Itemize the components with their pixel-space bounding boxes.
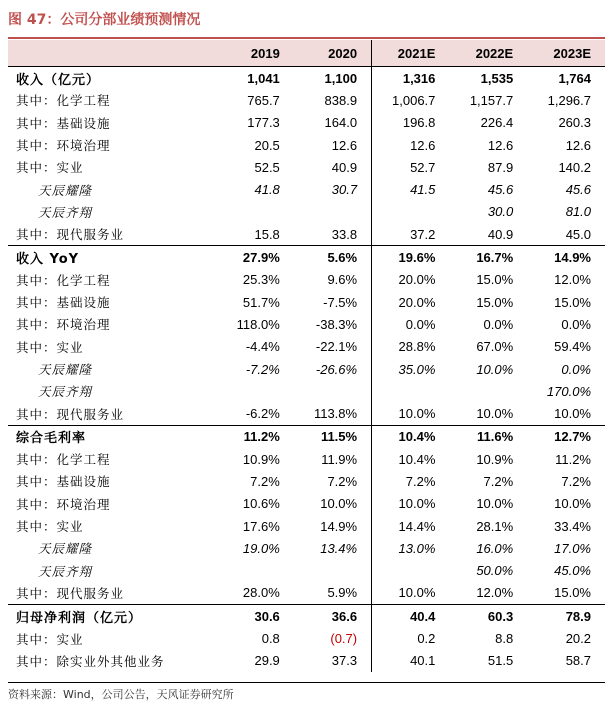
- value-cell: 19.6%: [372, 246, 450, 269]
- value-cell: 60.3: [449, 605, 527, 628]
- value-cell: 10.0%: [372, 582, 450, 605]
- value-cell: 20.2: [565, 631, 591, 647]
- value-cell: 40.4: [372, 605, 450, 628]
- value-cell: 7.2%: [561, 473, 591, 489]
- value-cell: 20.5: [254, 137, 280, 153]
- value-cell: [216, 380, 294, 402]
- header-cell-year: 2021E: [372, 40, 450, 67]
- header-cell-year: 2023E: [527, 40, 605, 67]
- table-row: [8, 582, 605, 605]
- table-row: [8, 112, 605, 134]
- value-cell: 25.3%: [242, 272, 280, 288]
- table-row: [8, 470, 605, 492]
- table-row: [8, 89, 605, 111]
- value-cell: [372, 201, 450, 223]
- table-body: [8, 67, 605, 673]
- value-cell: 838.9: [324, 92, 358, 108]
- value-cell: 16.0%: [476, 540, 514, 556]
- value-cell: 11.9%: [321, 451, 358, 467]
- value-cell: -22.1%: [315, 339, 358, 355]
- value-cell: 40.1: [372, 650, 450, 672]
- table-row: [8, 358, 605, 380]
- row-label: 其中：环境治理: [16, 496, 111, 512]
- value-cell: 11.2%: [216, 425, 294, 448]
- value-cell: 15.0%: [554, 585, 591, 601]
- value-cell: [372, 380, 450, 402]
- value-cell: -6.2%: [245, 406, 280, 422]
- source-note: 资料来源：Wind，公司公告，天风证券研究所: [8, 688, 234, 701]
- value-cell: 30.0: [487, 204, 514, 220]
- value-cell: 10.6%: [242, 496, 280, 512]
- value-cell: 13.4%: [320, 540, 358, 556]
- table-row: [8, 156, 605, 178]
- row-label: 其中：现代服务业: [16, 585, 125, 601]
- value-cell: 19.0%: [242, 540, 280, 556]
- value-cell: -7.5%: [323, 294, 358, 310]
- value-cell: 15.0%: [554, 294, 591, 310]
- value-cell: 52.7: [372, 156, 450, 178]
- value-cell: [294, 201, 372, 223]
- table-row: [8, 537, 605, 559]
- value-cell: 0.0%: [561, 361, 591, 377]
- value-cell: [216, 560, 294, 582]
- value-cell: 33.4%: [554, 518, 591, 534]
- value-cell: 7.2%: [250, 473, 280, 489]
- row-label: 归母净利润（亿元）: [8, 605, 216, 628]
- table-row: [8, 291, 605, 313]
- row-label: 天辰齐翔: [38, 384, 93, 400]
- row-label: 其中：化学工程: [16, 452, 111, 468]
- value-cell: -38.3%: [315, 316, 358, 332]
- value-cell: [372, 560, 450, 582]
- value-cell: 45.0: [565, 226, 591, 242]
- table-row: [8, 650, 605, 672]
- row-label: 其中：实业: [16, 631, 84, 647]
- value-cell: 17.0%: [554, 540, 591, 556]
- value-cell: (0.7): [330, 631, 358, 647]
- value-cell: 7.2%: [483, 473, 514, 489]
- table-bottom-rule: [8, 682, 605, 683]
- value-cell: 14.9%: [527, 246, 605, 269]
- value-cell: 27.9%: [216, 246, 294, 269]
- table-row: [8, 493, 605, 515]
- value-cell: [216, 201, 294, 223]
- value-cell: 12.6: [372, 134, 450, 156]
- value-cell: 58.7: [565, 653, 591, 669]
- row-label: 天辰齐翔: [38, 563, 93, 579]
- value-cell: 87.9: [487, 159, 514, 175]
- value-cell: 0.0%: [483, 316, 514, 332]
- value-cell: 10.4%: [372, 425, 450, 448]
- value-cell: 10.0%: [554, 406, 591, 422]
- value-cell: 28.1%: [476, 518, 514, 534]
- value-cell: 1,296.7: [547, 92, 591, 108]
- header-cell-year: 2020: [294, 40, 372, 67]
- row-label: 其中：基础设施: [16, 474, 111, 490]
- value-cell: 7.2%: [372, 470, 450, 492]
- value-cell: 81.0: [565, 204, 591, 220]
- value-cell: 8.8: [495, 631, 514, 647]
- row-label: 其中：现代服务业: [16, 227, 125, 243]
- value-cell: 13.0%: [372, 537, 450, 559]
- row-label: 其中：化学工程: [16, 272, 111, 288]
- value-cell: 15.8: [254, 226, 280, 242]
- row-label: 天辰齐翔: [38, 204, 93, 220]
- value-cell: 1,041: [216, 67, 294, 90]
- value-cell: 16.7%: [449, 246, 527, 269]
- row-label: 天辰耀隆: [38, 362, 93, 377]
- value-cell: 67.0%: [476, 339, 514, 355]
- value-cell: 9.6%: [327, 272, 358, 288]
- value-cell: 12.7%: [527, 425, 605, 448]
- value-cell: 11.6%: [449, 425, 527, 448]
- table-row: [8, 560, 605, 582]
- value-cell: 226.4: [480, 115, 514, 131]
- table-row: [8, 246, 605, 269]
- header-cell-year: 2019: [216, 40, 294, 67]
- value-cell: 1,006.7: [372, 89, 450, 111]
- value-cell: 41.8: [254, 182, 280, 198]
- value-cell: -26.6%: [315, 361, 358, 377]
- value-cell: 40.9: [331, 159, 358, 175]
- value-cell: 7.2%: [327, 473, 358, 489]
- row-label: 其中：实业: [16, 339, 84, 355]
- row-label: 其中：现代服务业: [16, 406, 125, 422]
- value-cell: 78.9: [527, 605, 605, 628]
- value-cell: 15.0%: [476, 272, 514, 288]
- table-row: [8, 201, 605, 223]
- table-row: [8, 223, 605, 246]
- value-cell: 37.2: [372, 223, 450, 246]
- value-cell: 40.9: [487, 226, 514, 242]
- table-row: [8, 178, 605, 200]
- row-label: 综合毛利率: [8, 425, 216, 448]
- value-cell: 45.0%: [554, 563, 591, 579]
- table-row: [8, 313, 605, 335]
- value-cell: 0.2: [372, 627, 450, 649]
- row-label: 其中：环境治理: [16, 317, 111, 333]
- value-cell: 52.5: [254, 159, 280, 175]
- value-cell: 17.6%: [242, 518, 280, 534]
- value-cell: 12.0%: [554, 272, 591, 288]
- value-cell: 12.6: [565, 137, 591, 153]
- value-cell: 41.5: [372, 178, 450, 200]
- value-cell: 0.8: [261, 631, 280, 647]
- value-cell: 1,764: [527, 67, 605, 90]
- value-cell: 10.0%: [476, 406, 514, 422]
- value-cell: 113.8%: [313, 406, 358, 422]
- table-row: [8, 627, 605, 649]
- segment-forecast-table: [8, 40, 605, 672]
- value-cell: -4.4%: [245, 339, 280, 355]
- value-cell: 196.8: [372, 112, 450, 134]
- value-cell: 51.7%: [242, 294, 280, 310]
- table-row: [8, 448, 605, 470]
- value-cell: 10.0%: [476, 361, 514, 377]
- value-cell: 11.5%: [294, 425, 372, 448]
- value-cell: 50.0%: [476, 563, 514, 579]
- value-cell: 59.4%: [554, 339, 591, 355]
- table-row: [8, 134, 605, 156]
- value-cell: 30.6: [216, 605, 294, 628]
- value-cell: 0.0%: [372, 313, 450, 335]
- value-cell: 260.3: [558, 115, 591, 131]
- table-row: [8, 425, 605, 448]
- header-row: [8, 40, 605, 67]
- value-cell: [294, 560, 372, 582]
- value-cell: 15.0%: [476, 294, 514, 310]
- value-cell: 5.6%: [294, 246, 372, 269]
- value-cell: 1,100: [294, 67, 372, 90]
- value-cell: 10.0%: [320, 496, 358, 512]
- table-header: [8, 40, 605, 67]
- row-label: 其中：实业: [16, 160, 84, 176]
- row-label: 其中：环境治理: [16, 138, 111, 154]
- value-cell: 0.0%: [561, 316, 591, 332]
- value-cell: 10.0%: [372, 402, 450, 425]
- value-cell: 10.0%: [554, 496, 591, 512]
- value-cell: 35.0%: [372, 358, 450, 380]
- row-label: 收入 YoY: [8, 246, 216, 269]
- value-cell: 36.6: [294, 605, 372, 628]
- value-cell: [294, 380, 372, 402]
- value-cell: 28.0%: [242, 585, 280, 601]
- value-cell: 164.0: [324, 115, 358, 131]
- value-cell: 20.0%: [372, 291, 450, 313]
- table-row: [8, 67, 605, 90]
- value-cell: 10.9%: [476, 451, 514, 467]
- row-label: 其中：基础设施: [16, 295, 111, 311]
- row-label: 其中：基础设施: [16, 115, 111, 131]
- value-cell: 37.3: [331, 653, 358, 669]
- value-cell: 765.7: [247, 92, 280, 108]
- figure-title: 图 47：公司分部业绩预测情况: [8, 12, 201, 28]
- value-cell: 1,316: [372, 67, 450, 90]
- value-cell: 12.0%: [476, 585, 514, 601]
- value-cell: 29.9: [254, 653, 280, 669]
- value-cell: 28.8%: [372, 336, 450, 358]
- table-row: [8, 402, 605, 425]
- value-cell: 45.6: [487, 182, 514, 198]
- table-row: [8, 605, 605, 628]
- value-cell: 118.0%: [236, 316, 280, 332]
- value-cell: 140.2: [558, 159, 591, 175]
- value-cell: 1,157.7: [469, 92, 514, 108]
- row-label: 其中：除实业外其他业务: [16, 653, 165, 669]
- table-row: [8, 380, 605, 402]
- value-cell: 1,535: [449, 67, 527, 90]
- row-label: 其中：实业: [16, 519, 84, 535]
- value-cell: 5.9%: [327, 585, 358, 601]
- value-cell: 10.0%: [372, 493, 450, 515]
- value-cell: 30.7: [331, 182, 358, 198]
- value-cell: 177.3: [247, 115, 280, 131]
- value-cell: 14.9%: [320, 518, 358, 534]
- value-cell: 20.0%: [372, 269, 450, 291]
- table-row: [8, 515, 605, 537]
- value-cell: 45.6: [565, 182, 591, 198]
- header-cell-label: [8, 40, 216, 67]
- table-row: [8, 269, 605, 291]
- value-cell: 33.8: [331, 226, 358, 242]
- header-cell-year: 2022E: [449, 40, 527, 67]
- value-cell: 12.6: [331, 137, 358, 153]
- value-cell: 14.4%: [372, 515, 450, 537]
- value-cell: 10.0%: [476, 496, 514, 512]
- value-cell: 12.6: [487, 137, 514, 153]
- value-cell: 51.5: [487, 653, 514, 669]
- row-label: 收入（亿元）: [8, 67, 216, 90]
- row-label: 天辰耀隆: [38, 541, 93, 557]
- value-cell: [449, 380, 527, 402]
- row-label: 天辰耀隆: [38, 182, 93, 198]
- title-divider: [8, 37, 605, 39]
- value-cell: 11.2%: [555, 451, 591, 467]
- row-label: 其中：化学工程: [16, 93, 111, 109]
- value-cell: 170.0%: [546, 383, 591, 399]
- value-cell: -7.2%: [245, 361, 280, 377]
- value-cell: 10.9%: [242, 451, 280, 467]
- table-row: [8, 336, 605, 358]
- value-cell: 10.4%: [372, 448, 450, 470]
